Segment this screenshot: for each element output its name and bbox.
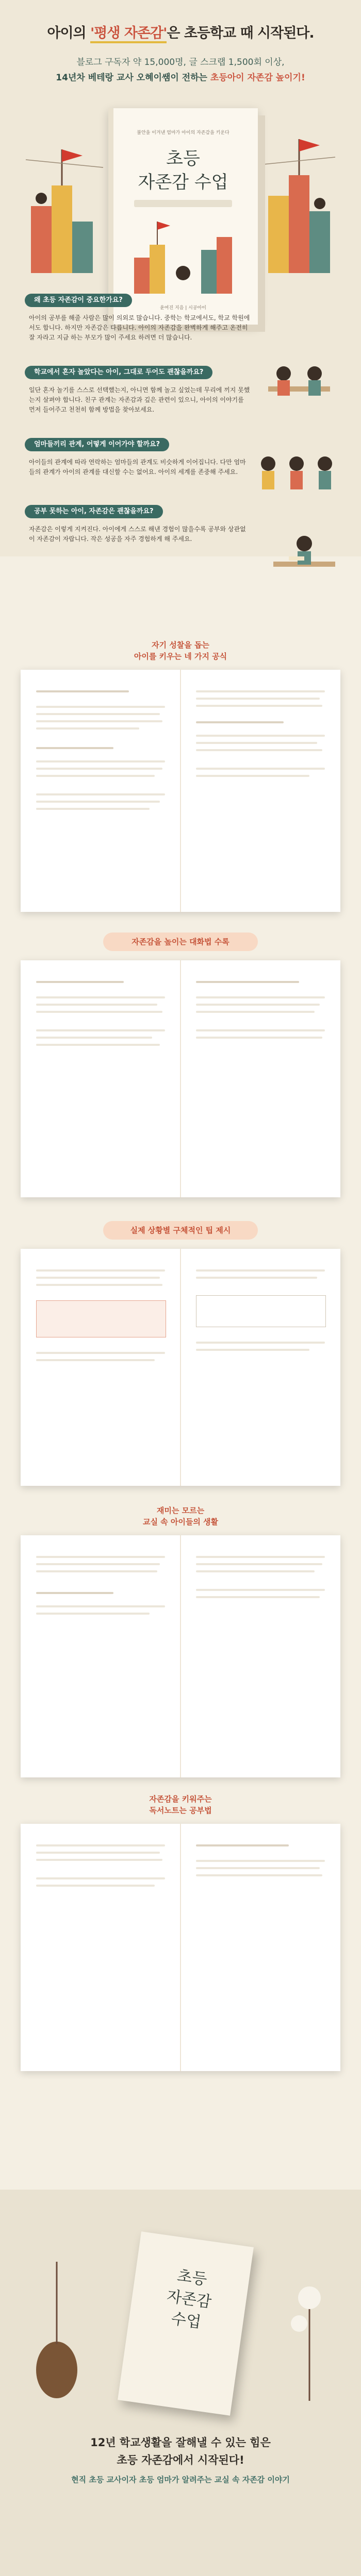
question-pill: 공부 못하는 아이, 자존감은 괜찮을까요? [25,505,163,518]
section-title: 자존감을 높이는 대화법 수록 [103,933,258,951]
question-pill: 엄마들끼리 관계, 어떻게 이어가야 할까요? [25,438,169,451]
section-title: 실제 상황별 구체적인 팁 제시 [103,1221,258,1240]
book-spread [21,960,340,1197]
cotton-branch-illustration [268,2282,351,2406]
question-pill: 왜 초등 자존감이 중요한가요? [25,294,132,307]
headline: 아이의 '평생 자존감'은 초등학교 때 시작된다. [0,22,361,42]
group-illustration [248,443,346,505]
answer-text: 자존감은 이렇게 지켜진다. 아이에게 스스로 해낸 경험이 많을수록 공부와 상관없이 자존감이 자랍니다. 작은 성공을 자주 경험하게 해 주세요. [29,526,246,543]
pinecone-illustration [15,2251,98,2406]
closing-line-1: 12년 학교생활을 잘해낼 수 있는 힘은 [90,2436,271,2449]
tip-box [36,1300,166,1337]
feature-section-1 [0,634,361,922]
book-title-1: 초등 [166,148,200,169]
cover-illustration [129,216,237,294]
book-band [134,200,232,207]
question-pill: 학교에서 혼자 놀았다는 아이, 그대로 두어도 괜찮을까요? [25,366,212,379]
book-title-2: 자존감 수업 [138,172,228,193]
book-spread [21,1824,340,2071]
subtitle-line-1: 블로그 구독자 약 15,000명, 글 스크랩 1,500회 이상, [76,57,285,67]
section-title-1: 재미는 모르는 [156,1506,205,1515]
headline-emphasis: '평생 자존감' [90,25,167,43]
section-title-1: 자존감을 키워주는 [149,1794,212,1804]
feature-section-2 [0,922,361,1211]
qa-section [0,289,361,629]
answer-text: 아이들의 관계에 따라 연락하는 엄마들의 관계도 비슷하게 이어집니다. 다만 엄마들의 관계가 아이의 관계를 대신할 수는 없어요. 아이의 세계를 존중해 주세요. [29,459,246,476]
book-spread [21,670,340,912]
book-cover: 불안을 이겨낸 엄마가 아이의 자존감을 키운다 초등 자존감 수업 윤여진 지음 | 시공아이 [108,108,258,325]
answer-text: 일단 혼자 놀기를 스스로 선택했는지, 아니면 함께 놀고 싶었는데 무리에 끼지 못했는지 살펴야 합니다. 친구 관계는 자존감과 깊은 관련이 있으니, 아이의 이야기를 먼저 들어주고 천천히 함께 방법을 찾아보세요. [29,386,250,413]
kids-illustration [258,350,340,417]
section-title-2: 아이를 키우는 네 가지 공식 [134,652,227,661]
feature-section-3 [0,1211,361,1499]
book-spread [21,1535,340,1777]
feature-section-5 [0,1788,361,2190]
closing-section [0,2190,361,2576]
table-box [196,1295,326,1327]
book-cover-bottom: 초등 자존감 수업 [118,2231,254,2415]
answer-text: 아이의 공부를 해줄 사람은 많이 의외로 많습니다. 중학는 학교에서도, 학교 학원에서도 합니다. 하지만 자존감은 다릅니다. 아이의 자존감을 완벽하게 해주고 온전히 잘 자라고 지금 하는 부모가 많이 주세요 하려면 더 많습니다. [29,314,250,341]
section-title-1: 자기 성찰을 돕는 [152,640,209,650]
closing-line-3: 현직 초등 교사이자 초등 엄마가 알려주는 교실 속 자존감 이야기 [71,2475,290,2484]
section-title-2: 교실 속 아이들의 생활 [142,1517,219,1527]
feature-section-4 [0,1499,361,1788]
section-title-2: 독서노트는 공부법 [149,1806,212,1815]
study-illustration [268,520,340,587]
book-spread [21,1249,340,1486]
subtitle-line-2: 14년차 베테랑 교사 오혜이쌤이 전하는 초등아이 자존감 높이기! [56,73,305,83]
closing-line-2: 초등 자존감에서 시작된다! [117,2454,244,2466]
